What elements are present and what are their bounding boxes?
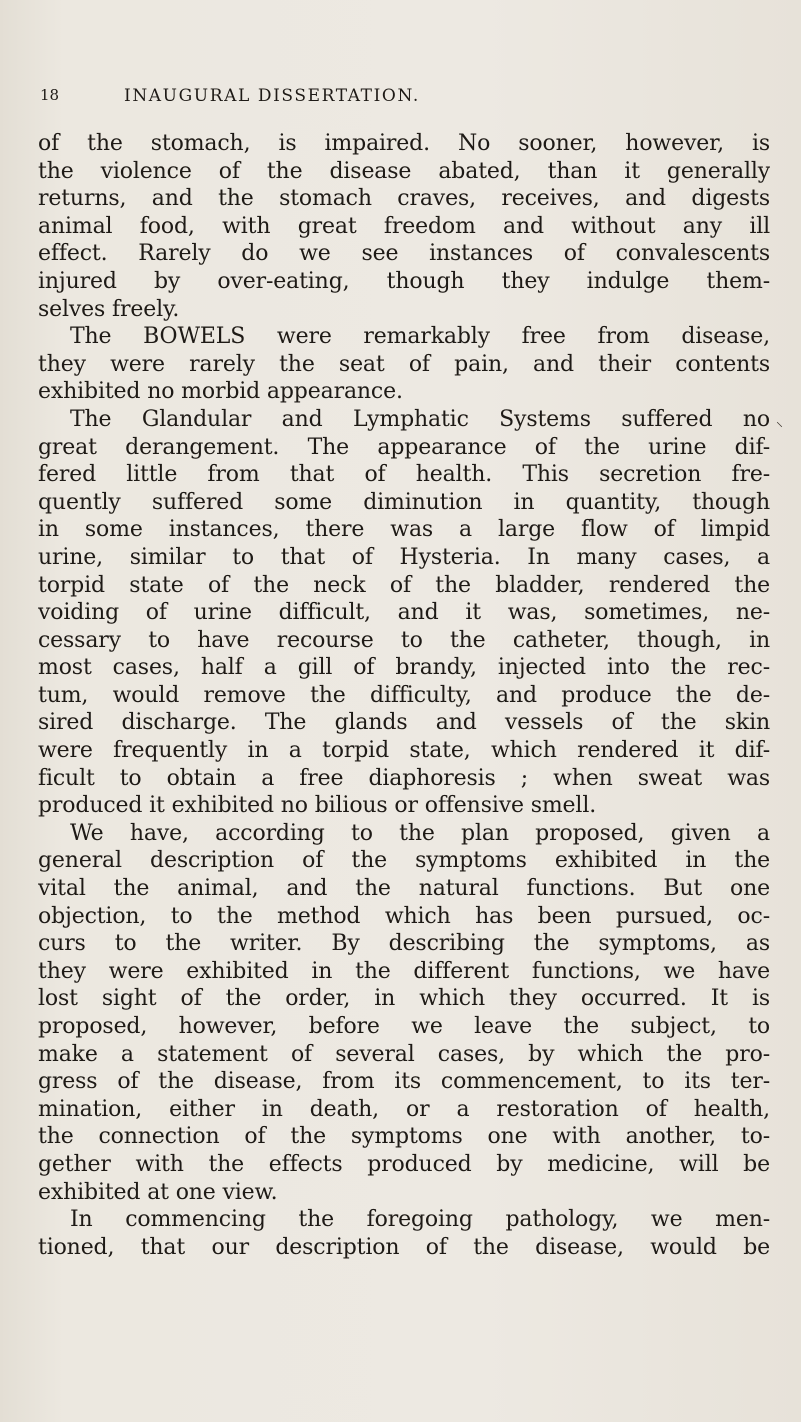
text-line: fered little from that of health. This secretion fre- <box>38 462 770 488</box>
page-number: 18 <box>40 86 60 104</box>
text-line: curs to the writer. By describing the symptoms, as <box>38 931 770 957</box>
text-line: exhibited no morbid appearance. <box>38 379 403 405</box>
text-line: they were exhibited in the different functions, we have <box>38 958 770 984</box>
margin-mark: ⸜ <box>776 414 783 430</box>
text-line: effect. Rarely do we see instances of convalescents <box>38 241 770 267</box>
text-line: most cases, half a gill of brandy, injected into the rec- <box>38 655 770 681</box>
text-line: returns, and the stomach craves, receives, and digests <box>38 186 770 212</box>
text-line: The Glandular and Lymphatic Systems suffered no <box>70 406 770 432</box>
text-line: quently suffered some diminution in quantity, though <box>38 489 770 515</box>
text-line: exhibited at one view. <box>38 1179 278 1205</box>
text-line: produced it exhibited no bilious or offensive smell. <box>38 793 597 819</box>
text-line: the violence of the disease abated, than it generally <box>38 158 770 184</box>
text-line: cessary to have recourse to the catheter, though, in <box>38 627 770 653</box>
text-line: in some instances, there was a large flow of limpid <box>38 517 770 543</box>
text-line: they were rarely the seat of pain, and their contents <box>38 351 770 377</box>
text-line: animal food, with great freedom and without any ill <box>38 213 770 239</box>
text-line: The BOWELS were remarkably free from disease, <box>70 324 770 350</box>
text-line: injured by over-eating, though they indulge them- <box>38 268 770 294</box>
text-line: make a statement of several cases, by which the pro- <box>38 1041 770 1067</box>
text-line: gress of the disease, from its commencement, to its ter- <box>38 1069 770 1095</box>
text-line: vital the animal, and the natural functions. But one <box>38 876 770 902</box>
text-line: ficult to obtain a free diaphoresis ; when sweat was <box>38 765 770 791</box>
text-line: tioned, that our description of the disease, would be <box>38 1234 770 1260</box>
text-line: lost sight of the order, in which they occurred. It is <box>38 986 770 1012</box>
text-line: sired discharge. The glands and vessels of the skin <box>38 710 770 736</box>
body-text <box>38 130 770 1261</box>
text-line: mination, either in death, or a restoration of health, <box>38 1096 770 1122</box>
text-line: We have, according to the plan proposed, given a <box>70 820 770 846</box>
text-line: selves freely. <box>38 296 180 322</box>
text-line: of the stomach, is impaired. No sooner, however, is <box>38 131 770 156</box>
text-line: tum, would remove the difficulty, and produce the de- <box>38 682 770 708</box>
text-line: were frequently in a torpid state, which rendered it dif- <box>38 738 770 764</box>
text-line: objection, to the method which has been pursued, oc- <box>38 903 770 929</box>
text-line: general description of the symptoms exhibited in the <box>38 848 770 874</box>
text-line: voiding of urine difficult, and it was, sometimes, ne- <box>38 600 770 626</box>
text-line: the connection of the symptoms one with another, to- <box>38 1124 770 1150</box>
text-line: torpid state of the neck of the bladder, rendered the <box>38 572 770 598</box>
text-line: In commencing the foregoing pathology, we men- <box>70 1207 770 1233</box>
page-header <box>40 86 740 112</box>
text-line: gether with the effects produced by medicine, will be <box>38 1151 770 1177</box>
text-line: great derangement. The appearance of the urine dif- <box>38 434 770 460</box>
running-head: INAUGURAL DISSERTATION. <box>124 86 420 106</box>
text-line: proposed, however, before we leave the subject, to <box>38 1014 770 1039</box>
text-line: urine, similar to that of Hysteria. In many cases, a <box>38 544 770 570</box>
